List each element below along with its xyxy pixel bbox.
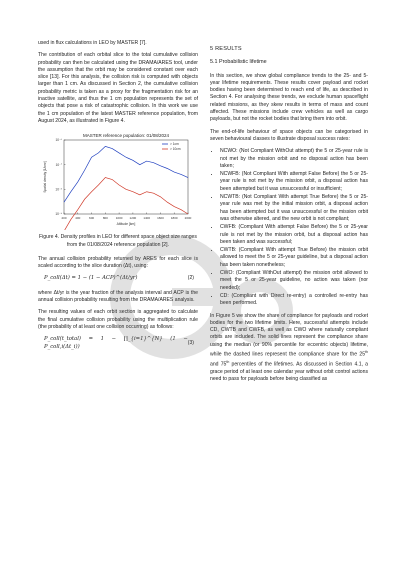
x-tick-label: 1200 xyxy=(129,216,137,221)
x-tick-label: 200 xyxy=(61,216,67,221)
left-paragraph-4: where Δt/yr is the year fraction of the analysis interval and ACP is the annual collision probability resulting from the DRAMA/ARES analysis. xyxy=(38,289,198,304)
text-run: and 75 xyxy=(210,361,227,368)
equation-2-formula: P_coll(Δt) = 1 − (1 − ACP)^(Δt/yr) xyxy=(44,275,138,282)
y-tick-label: 10⁻⁷ xyxy=(55,163,62,168)
figure-4-caption: Figure 4. Density profiles in LEO for different space object size ranges from the 01/08/2024 reference population [2]. xyxy=(39,234,197,248)
equation-3 xyxy=(38,336,198,351)
x-tick-label: 1400 xyxy=(143,216,151,221)
section-5-1-heading: 5.1 Probabilistic lifetime xyxy=(210,59,267,66)
list-item: • CWTB: (Compliant With attempt True Before) the mission orbit allowed to meet the 5 or 25-year guideline, but a disposal action has been taken nonetheless; xyxy=(220,247,368,269)
list-item: • NCWO: (Not Compliant WithOut attempt) the 5 or 25-year rule is not met by the mission orbit and no disposal action has been taken; xyxy=(220,148,368,170)
behaviour-class-list xyxy=(210,148,368,307)
equation-2-number: (2) xyxy=(187,275,194,282)
left-paragraph-5: The resulting values of each orbit section is aggregated to calculate the final cumulative collision probability using the multiplication rule (the probability of at least one collision occurring) as follows: xyxy=(38,309,198,330)
x-tick-label: 1000 xyxy=(115,216,123,221)
x-tick-label: 800 xyxy=(102,216,108,221)
x-tick-label: 1600 xyxy=(157,216,164,221)
x-tick-label: 600 xyxy=(89,216,95,221)
equation-2 xyxy=(38,275,198,282)
x-tick-label: 2000 xyxy=(184,216,192,221)
left-paragraph-1: used in flux calculations in LEO by MASTER [7]. xyxy=(38,40,147,46)
section-5-heading: 5 RESULTS xyxy=(210,46,242,52)
y-tick-label: 10⁻⁹ xyxy=(55,212,62,217)
text-run: percentiles of the lifetimes. As discussed in Section 4.1, a grace period of at least one calendar year without orbit control actions need to pass for payloads before being classified as xyxy=(210,361,368,383)
right-column xyxy=(210,40,368,389)
superscript: th xyxy=(365,349,368,354)
y-tick-label: 10⁻⁶ xyxy=(55,138,62,143)
chart-title: MASTER reference population: 01/08/2024 xyxy=(82,133,170,139)
equation-3-number: (3) xyxy=(187,339,194,346)
list-item: • CD: (Compliant with Direct re-entry) a controlled re-entry has been performed. xyxy=(220,293,368,308)
text-run: In Figure 5 we show the share of compliance for payloads and rocket bodies for the two lifetime limits. Here, successful attempts include CD, CWTB and CWFB, as well as CWO where naturally compliant orbits are included. The solid lines represent the compliance share using the median (or 90% percentile for eccentric objects) lifetime, while the dashed lines represent the compliance share for the 25 xyxy=(210,312,368,358)
x-axis-label: Altitude [km] xyxy=(116,222,136,227)
right-paragraph-2: The end-of-life behaviour of space objects can be categorised in seven behavioural classes to illustrate disposal success rates: xyxy=(210,128,368,142)
left-paragraph-3: The annual collision probability returned by ARES for each slice is scaled according to the slice duration (Δt), using: xyxy=(38,255,198,270)
list-item: • CWO: (Compliant WithOut attempt) the mission orbit allowed to meet the 5 or 25-year guideline, no action was taken (nor needed); xyxy=(220,270,368,292)
left-column xyxy=(38,40,198,358)
right-paragraph-3 xyxy=(210,313,368,384)
right-paragraph-1: In this section, we show global compliance trends to the 25- and 5-year lifetime requirements. These results cover payload and rocket bodies having been determined to reach end of life, as described in Section 4. For analysing these trends, we exclude human spaceflight related missions, as they skew results in terms of mass and count affected. These missions include crew vehicles as well as cargo payloads, but not the rocket bodies that bring them into orbit. xyxy=(210,72,368,123)
x-tick-label: 1800 xyxy=(170,216,178,221)
legend-label-0: > 1cm xyxy=(170,142,179,147)
equation-3-formula: P_coll(t_total) = 1 − ∏_{i=1}^{N} (1 − P_coll,i(Δt_i)) xyxy=(44,336,188,350)
y-axis-label: Spatial density [1/km³] xyxy=(43,161,47,193)
list-item: • NCWFB: (Not Compliant With attempt False Before) the 5 or 25-year rule is not met by the mission orbit, a disposal action has been attempted but it was unsuccessful or insufficient; xyxy=(220,171,368,193)
x-tick-label: 400 xyxy=(75,216,81,221)
list-item: • CWFB: (Compliant With attempt False Before) the 5 or 25-year rule is not met by the mission orbit, but a disposal action has been taken and was successful; xyxy=(220,224,368,246)
left-paragraph-2: The contribution of each orbital slice to the total cumulative collision probability can then be calculated using the DRAMA/ARES tool, under the assumption that the orbit may be considered constant over each slice [13]. For this analysis, the collision risk is computed with objects larger than 1 cm. As discussed in Section 2, the cumulative collision probability metric is taken as a proxy for the fragmentation risk for an inactive satellite, and thus the 1 cm population represents the set of objects that pose a risk of catastrophic collision. In this work we use the 1 cm population of the latest MASTER reference population, from August 2024, as illustrated in Figure 4. xyxy=(38,52,198,124)
legend-label-1: > 10cm xyxy=(170,147,181,152)
density-chart xyxy=(38,130,198,230)
figure-4 xyxy=(38,130,198,230)
superscript: th xyxy=(226,359,230,364)
list-item: • NCWTB: (Not Compliant With attempt True Before) the 5 or 25-year rule was met by the initial mission orbit, a disposal action has been attempted but it was unsuccessful or the mission orbit was otherwise altered, and the new orbit is not compliant; xyxy=(220,194,368,223)
y-tick-label: 10⁻⁸ xyxy=(55,187,62,192)
